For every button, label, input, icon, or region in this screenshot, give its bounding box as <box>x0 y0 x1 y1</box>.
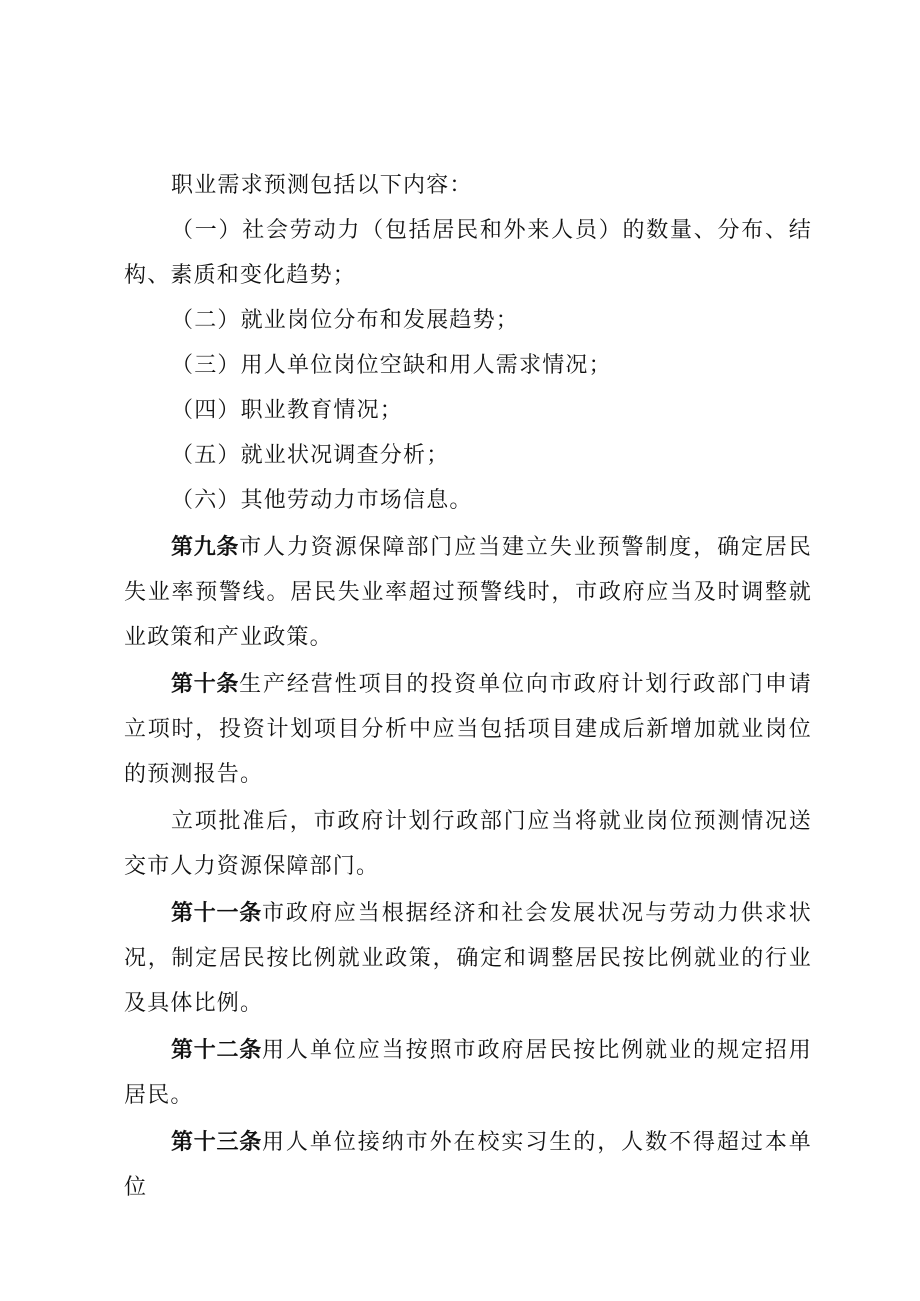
article-11 <box>124 891 812 1026</box>
article-12 <box>124 1028 812 1118</box>
article-text: 生产经营性项目的投资单位向市政府计划行政部门申请立项时，投资计划项目分析中应当包括项目建成后新增加就业岗位的预测报告。 <box>124 672 812 787</box>
list-item: （四）职业教育情况； <box>171 398 404 423</box>
list-item: （二）就业岗位分布和发展趋势； <box>171 308 520 333</box>
article-number: 第十三条 <box>171 1130 262 1155</box>
list-item: （五）就业状况调查分析； <box>171 443 450 468</box>
article-text: 市政府应当根据经济和社会发展状况与劳动力供求状况，制定居民按比例就业政策，确定和调整居民按比例就业的行业及具体比例。 <box>124 901 812 1016</box>
article-text: 用人单位应当按照市政府居民按比例就业的规定招用居民。 <box>124 1038 812 1108</box>
article-number: 第十二条 <box>171 1038 262 1063</box>
document-body <box>124 163 812 1210</box>
article-number: 第十一条 <box>171 901 262 926</box>
article-10 <box>124 662 812 797</box>
list-item: （六）其他劳动力市场信息。 <box>171 488 473 513</box>
article-number: 第十条 <box>171 672 240 697</box>
article-number: 第九条 <box>171 535 240 560</box>
article-text: 用人单位接纳市外在校实习生的，人数不得超过本单位 <box>124 1130 812 1200</box>
list-item: （三）用人单位岗位空缺和用人需求情况； <box>171 353 612 378</box>
list-item: （一）社会劳动力（包括居民和外来人员）的数量、分布、结构、素质和变化趋势； <box>124 218 812 288</box>
article-9 <box>124 525 812 660</box>
intro-paragraph: 职业需求预测包括以下内容： <box>171 173 473 198</box>
article-10-paragraph-2: 立项批准后，市政府计划行政部门应当将就业岗位预测情况送交市人力资源保障部门。 <box>124 809 812 879</box>
article-text: 市人力资源保障部门应当建立失业预警制度，确定居民失业率预警线。居民失业率超过预警线时，市政府应当及时调整就业政策和产业政策。 <box>124 535 812 650</box>
article-13 <box>124 1120 812 1210</box>
